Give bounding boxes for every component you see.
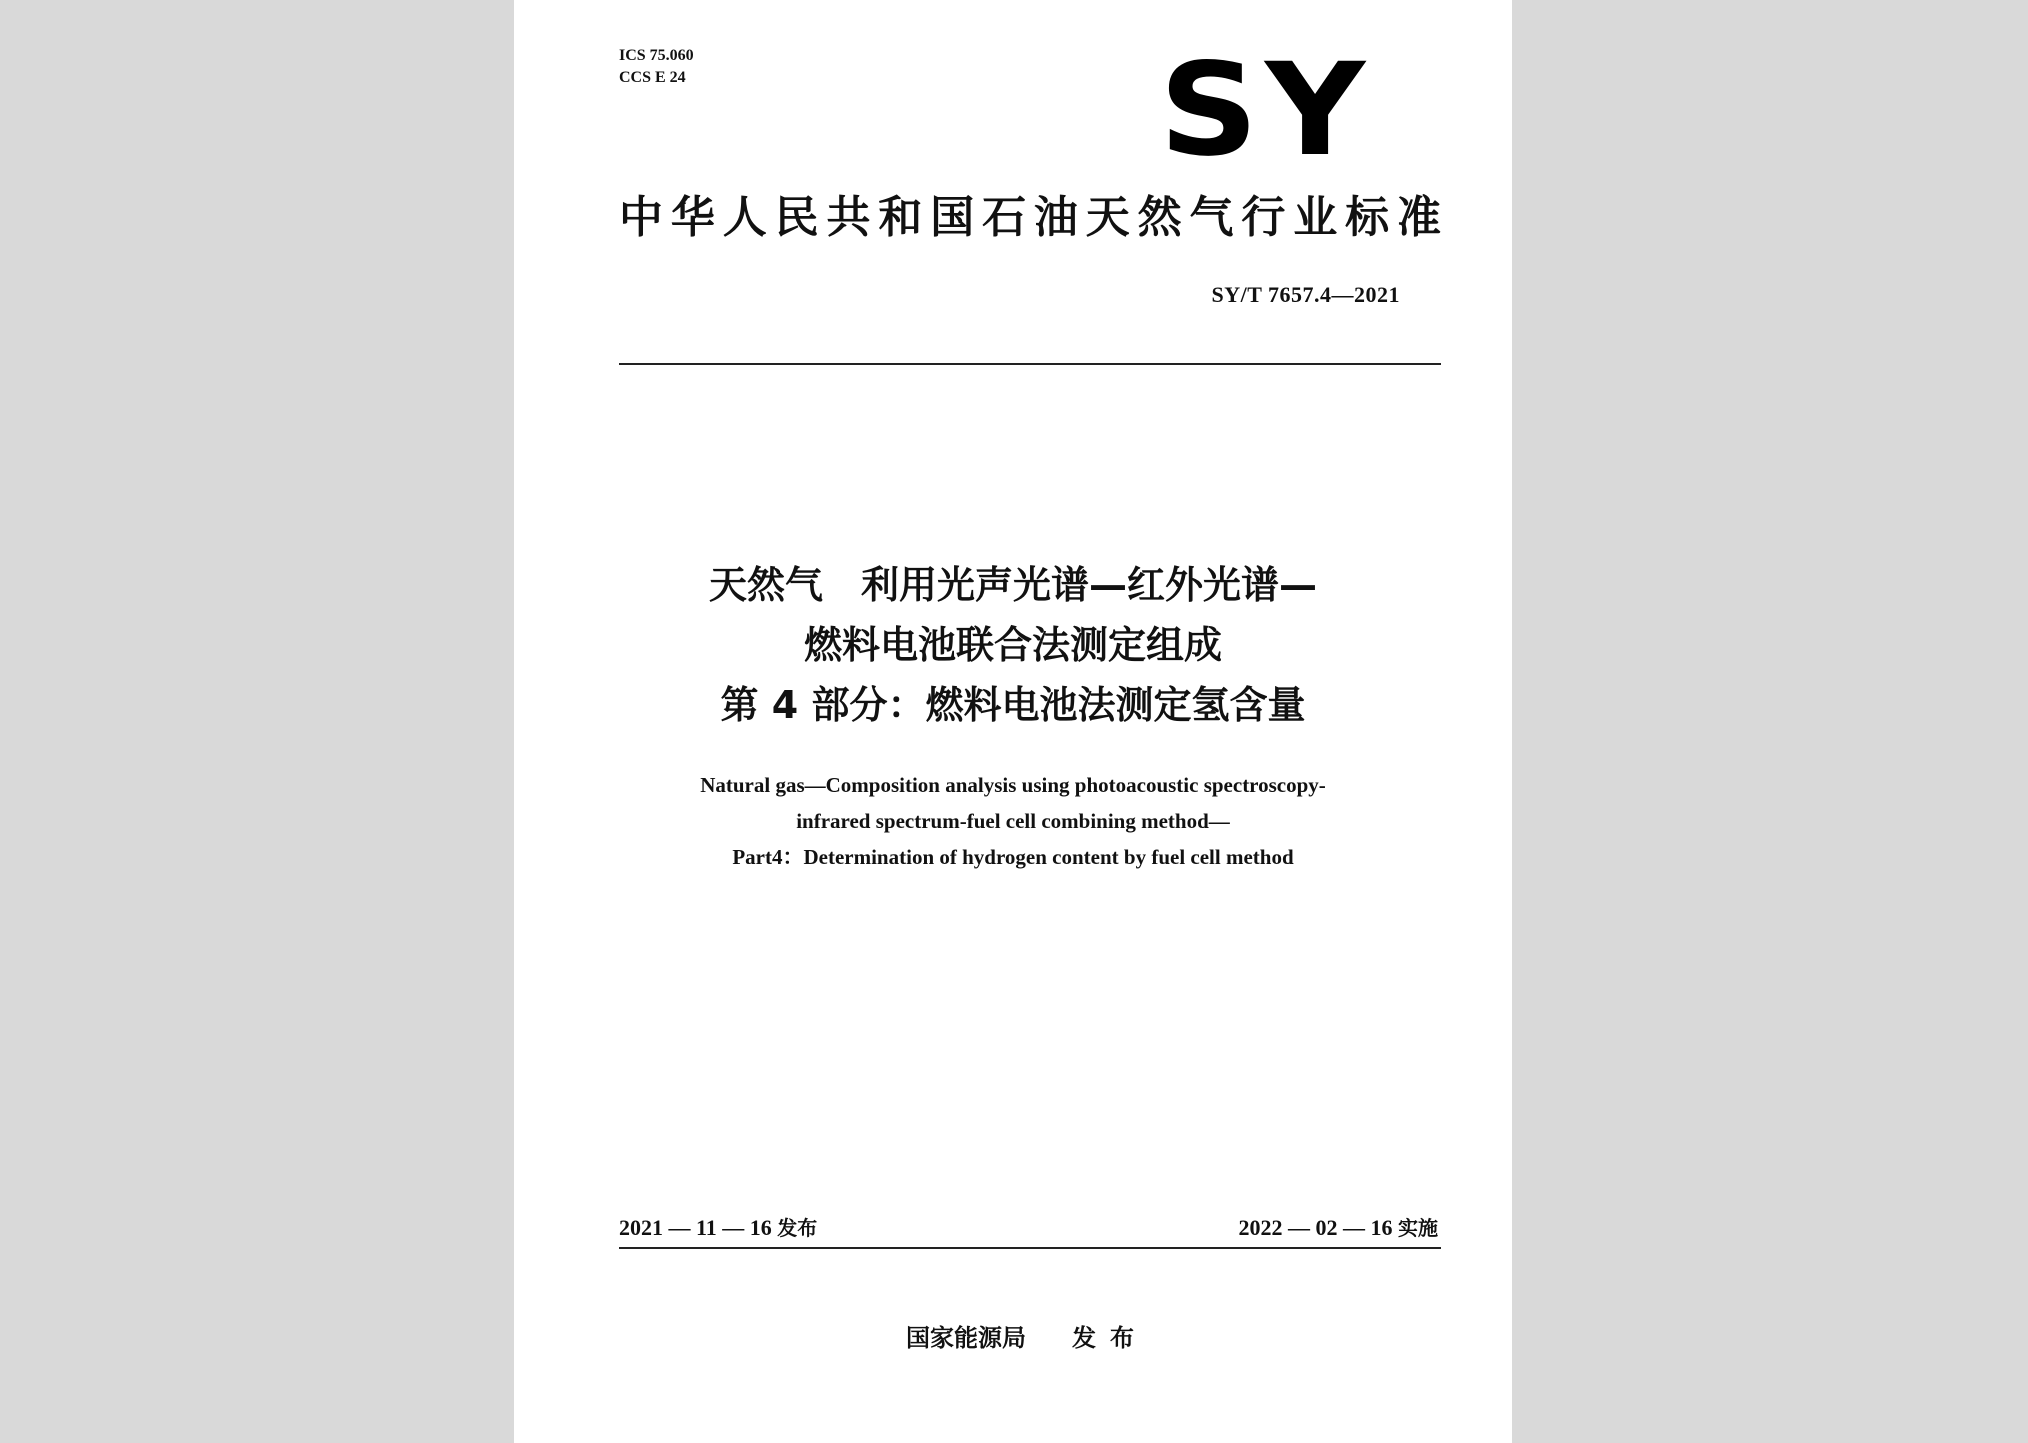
english-title-line: infrared spectrum-fuel cell combining method— [796, 809, 1230, 833]
classification-codes [619, 45, 694, 89]
ccs-code: CCS E 24 [619, 69, 686, 86]
ics-code: ICS 75.060 [619, 47, 694, 64]
issue-label: 发布 [777, 1216, 818, 1240]
issue-date [619, 1212, 817, 1241]
publish-action: 发布 [1072, 1324, 1148, 1352]
standard-title: 中华人民共和国石油天然气行业标准 [619, 192, 1441, 243]
implementation-date [1239, 1212, 1439, 1241]
publisher-line [906, 1318, 1148, 1353]
document-page [514, 0, 1512, 1443]
header-divider [619, 363, 1441, 365]
chinese-title [514, 555, 1512, 735]
implementation-label: 实施 [1398, 1216, 1438, 1240]
chinese-title-line: 第 4 部分：燃料电池法测定氢含量 [720, 683, 1306, 727]
sy-logo: SY [1159, 36, 1372, 185]
chinese-title-line: 天然气 利用光声光谱—红外光谱— [708, 563, 1317, 607]
chinese-title-line: 燃料电池联合法测定组成 [803, 623, 1222, 667]
english-title-line: Natural gas—Composition analysis using photoacoustic spectroscopy- [700, 773, 1326, 797]
publisher-name: 国家能源局 [906, 1324, 1026, 1352]
standard-number: SY/T 7657.4—2021 [1211, 282, 1400, 307]
footer-divider [619, 1247, 1441, 1249]
english-title-line: Part4：Determination of hydrogen content by fuel cell method [732, 845, 1294, 869]
english-title [514, 767, 1512, 875]
issue-date-value: 2021 — 11 — 16 [619, 1215, 772, 1240]
implementation-date-value: 2022 — 02 — 16 [1238, 1215, 1393, 1240]
